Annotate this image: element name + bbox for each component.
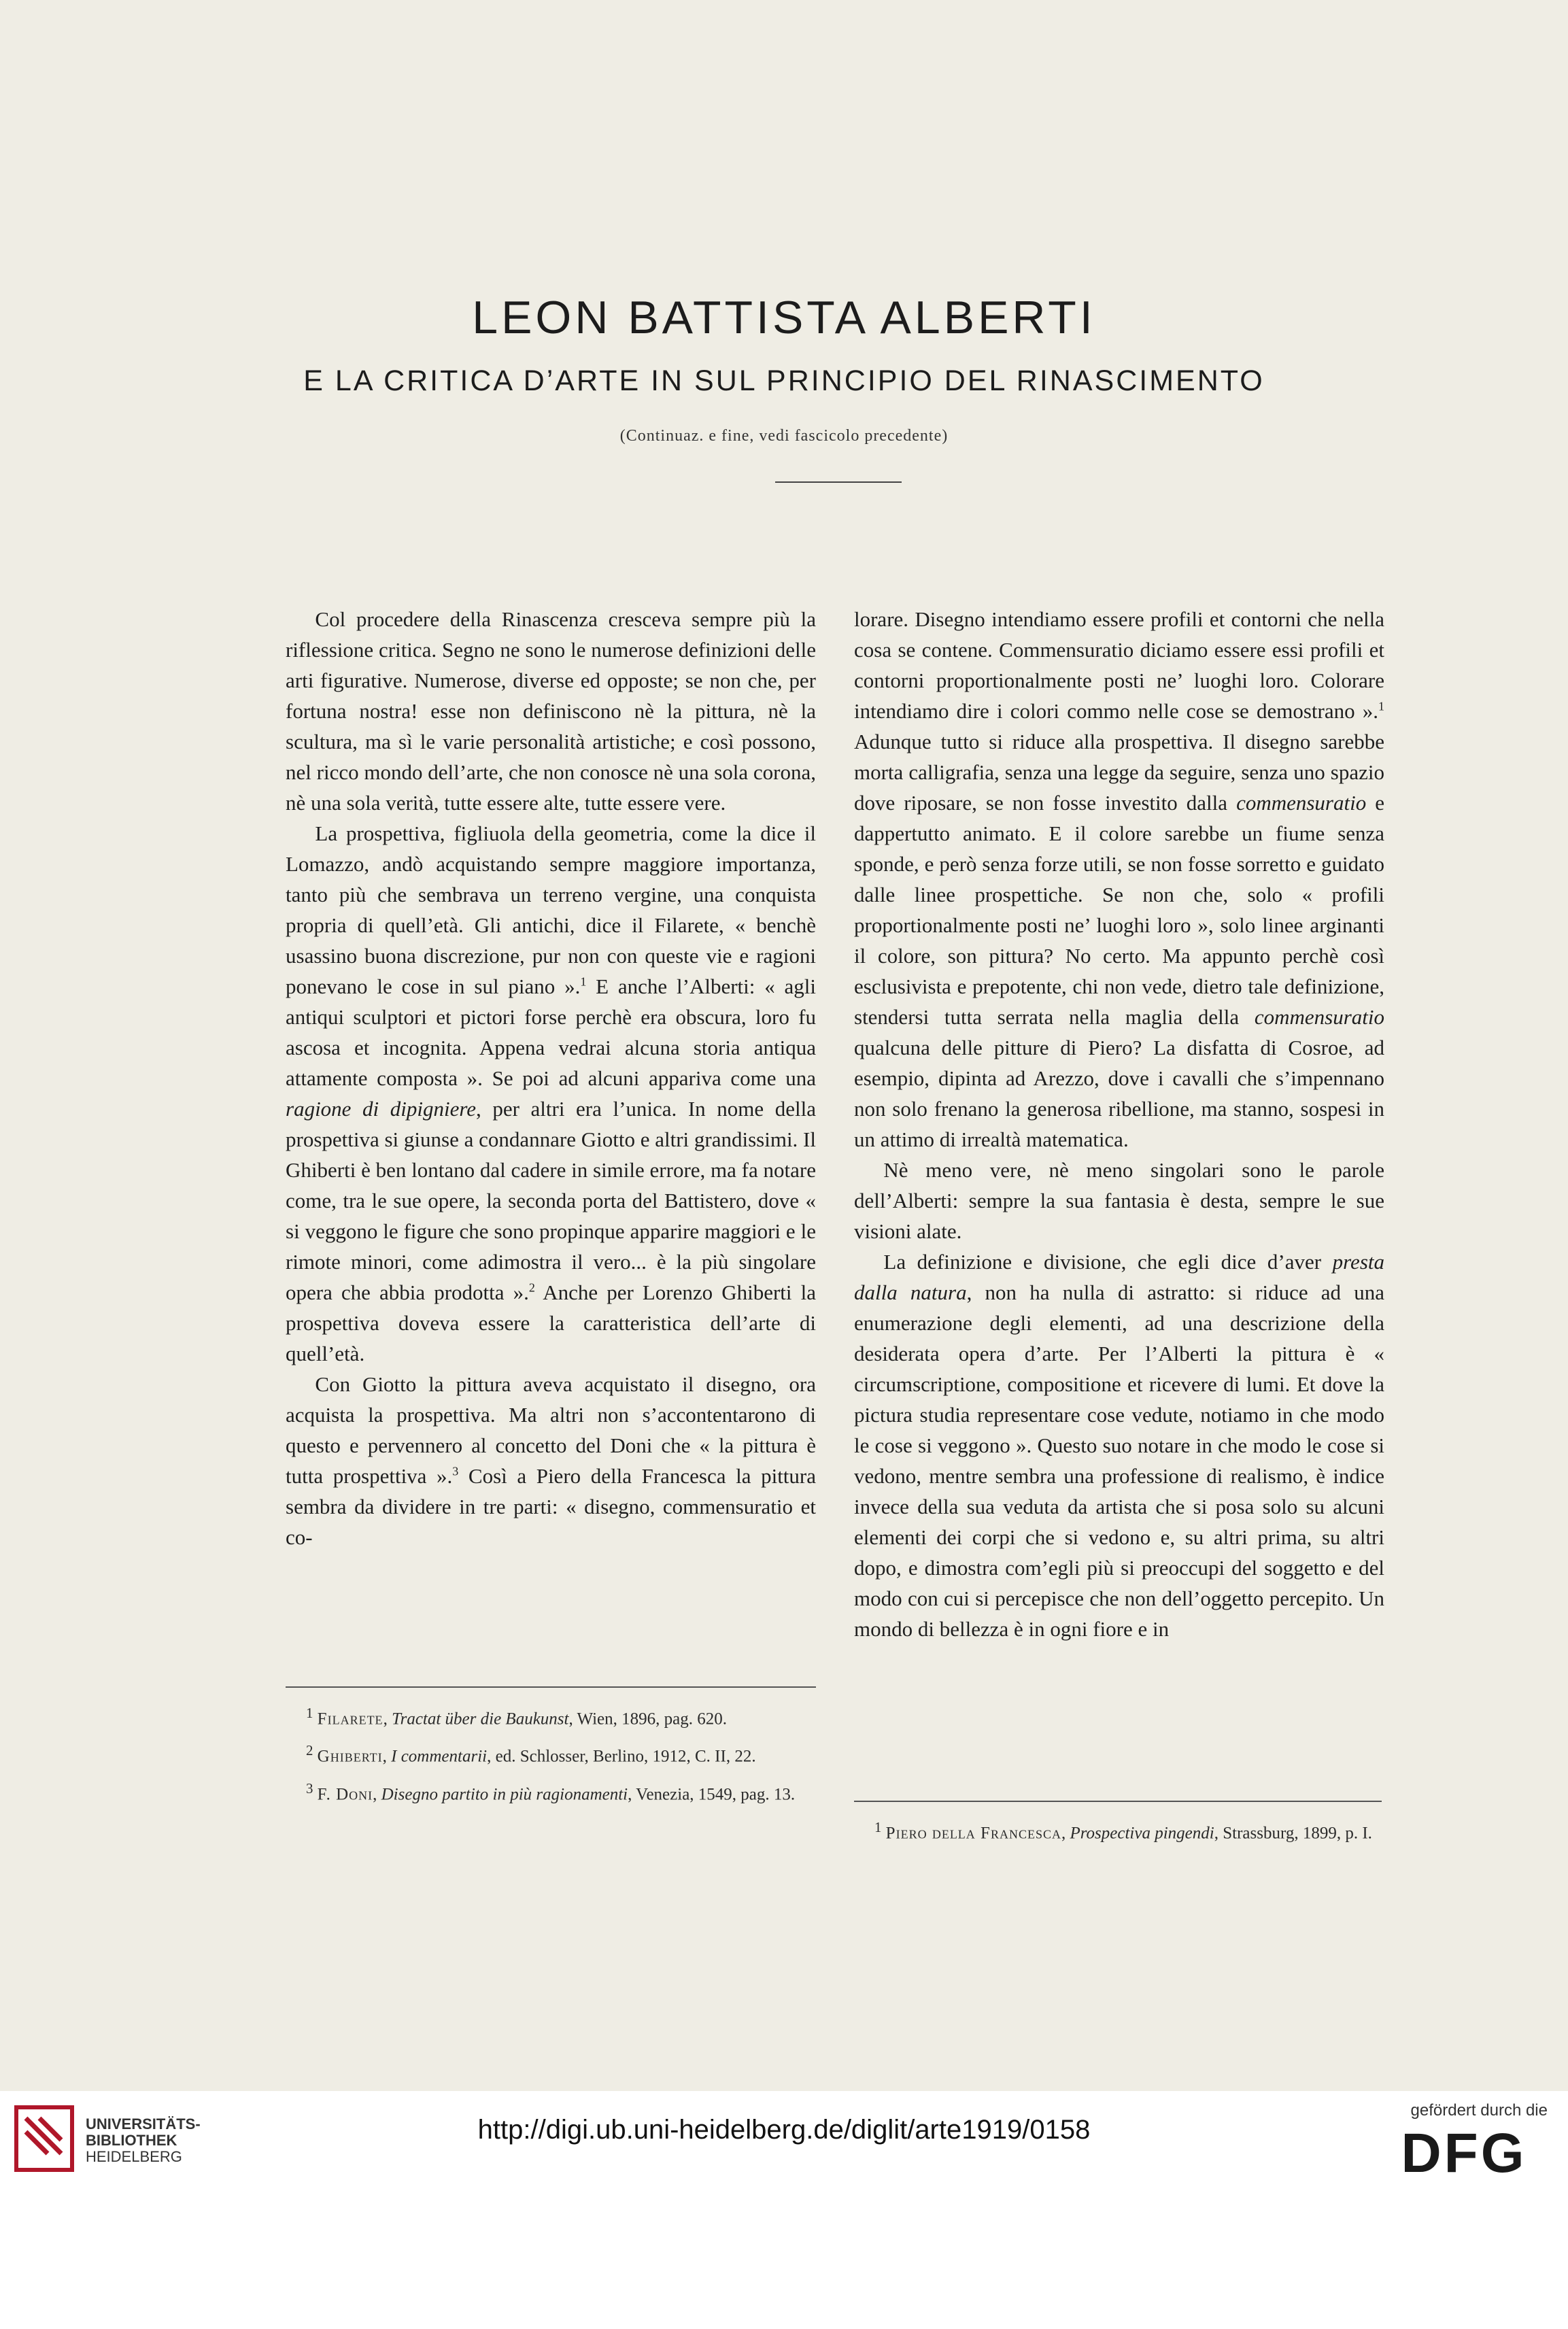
library-name[interactable]: UNIVERSITÄTS- BIBLIOTHEK HEIDELBERG	[86, 2115, 201, 2165]
footnote: $^3$ F. Doni, Disegno partito in più ragionamenti, Venezia, 1549, pag. 13.	[306, 1780, 796, 1803]
continuation-note: (Continuaz. e fine, vedi fascicolo precedente)	[619, 427, 949, 445]
right-text-column	[854, 604, 1384, 1644]
svg-text:DFG: DFG	[1401, 2127, 1527, 2177]
article-subtitle: E LA CRITICA D’ARTE IN SUL PRINCIPIO DEL RINASCIMENTO	[303, 364, 1265, 397]
footnote: $^2$ Ghiberti, I commentarii, ed. Schlosser, Berlino, 1912, C. II, 22.	[306, 1742, 756, 1766]
permalink-url[interactable]: http://digi.ub.uni-heidelberg.de/diglit/arte1919/0158	[477, 2115, 1091, 2145]
footnote: $^1$ Filarete, Tractat über die Baukunst, Wien, 1896, pag. 620.	[306, 1705, 728, 1729]
title-divider	[775, 481, 902, 483]
paragraph: La definizione e divisione, che egli dice d’aver presta dalla natura, non ha nulla di astratto: si riduce ad una enumerazione degli elementi, ad una descrizione della desiderata opera d’arte. Per l’Alberti la pittura è « circumscriptione, compositione et ricevere di lumi. Et dove la pictura studia representare cose vedute, notiamo in che modo le cose si veggono ». Questo suo notare in che modo le cose si vedono, mentre sembra una professione di realismo, è indice invece della sua veduta da artista che si posa solo su alcuni elementi dei corpi che si vedono e, su altri prima, su altri dopo, e dimostra com’egli più si preoccupi del soggetto e del modo con cui si percepisce che non dell’oggetto percepito. Un mondo di bellezza è in ogni fiore e in	[854, 1250, 1384, 1641]
footnotes-left	[286, 1700, 816, 1813]
footnote-ref: 2	[528, 1280, 535, 1295]
dfg-logo-icon[interactable]	[1379, 2127, 1549, 2177]
footnote-rule	[286, 1686, 816, 1688]
paragraph: Con Giotto la pittura aveva acquistato il disegno, ora acquista la prospettiva. Ma altri non s’accontentarono di questo e pervennero al concetto del Doni che « la pittura è tutta prospettiva ».$^3$ Così a Piero della Francesca la pittura sembra da dividere in tre parti: « disegno, commensuratio et co-	[286, 1372, 816, 1549]
paragraph: Col procedere della Rinascenza cresceva sempre più la riflessione critica. Segno ne sono le numerose definizioni delle arti figurative. Numerose, diverse ed opposte; se non che, per fortuna nostra! esse non definiscono nè la pittura, nè la scultura, ma sì le varie personalità artistiche; e così possono, nel ricco mondo dell’arte, che non conosce nè una sola corona, nè una sola verità, tutte essere alte, tutte essere vere.	[286, 607, 816, 815]
article-title: LEON BATTISTA ALBERTI	[472, 292, 1096, 343]
paragraph: lorare. Disegno intendiamo essere profili et contorni che nella cosa se contene. Commensuratio diciamo essere essi profili et contorni proportionalmente posti ne’ luoghi loro. Colorare intendiamo dire i colori commo nelle cose se demostrano ».$^1$ Adunque tutto si riduce alla prospettiva. Il disegno sarebbe morta calligrafia, senza una legge da seguire, senza uno spazio dove riposare, se non fosse investito dalla commensuratio e dappertutto animato. E il colore sarebbe un fiume senza sponde, e però senza forze utili, se non fosse sorretto e guidato dalle linee prospettiche. Se non che, solo « profili proportionalmente posti ne’ luoghi loro », solo linee arginanti il colore, son pittura? No certo. Ma appunto perchè così esclusivista e prepotente, chi non vede, dietro tale definizione, stendersi tutta serrata nella maglia della commensuratio qualcuna delle pitture di Piero? La disfatta di Cosroe, ad esempio, dipinta ad Arezzo, dove i cavalli che s’impennano non solo frenano la generosa ribellione, ma stanno, sospesi in un attimo di irrealtà matematica.	[854, 607, 1384, 1151]
left-text-column	[286, 604, 816, 1552]
footnote-ref: 1	[580, 974, 587, 989]
footnotes-right	[854, 1814, 1384, 1852]
footnote: $^1$ Piero della Francesca, Prospectiva pingendi, Strassburg, 1899, p. I.	[874, 1819, 1372, 1843]
footnote-rule	[854, 1801, 1382, 1802]
footnote-ref: 3	[452, 1464, 459, 1478]
paragraph: La prospettiva, figliuola della geometria, come la dice il Lomazzo, andò acquistando sempre maggiore importanza, tanto più che sembrava un terreno vergine, una conquista propria di quell’età. Gli antichi, dice il Filarete, « benchè usassino buona discrezione, pur non con queste vie e ragioni ponevano le cose in sul piano ».$^1$ E anche l’Alberti: « agli antiqui sculptori et pictori forse perchè era obscura, loro fu ascosa et incognita. Appena vedrai alcuna storia antiqua attamente composta ». Se poi ad alcuni appariva come una ragione di dipigniere, per altri era l’unica. In nome della prospettiva si giunse a condannare Giotto e altri grandissimi. Il Ghiberti è ben lontano dal cadere in simile errore, ma fa notare come, tra le sue opere, la seconda porta del Battistero, dove « si veggono le figure che sono propinque apparire maggiori e le rimote minori, come adimostra il vero... è la più singolare opera che abbia prodotta ».$^2$ Anche per Lorenzo Ghiberti la prospettiva doveva essere la caratteristica dell’arte di quell’età.	[286, 821, 816, 1365]
footnote-ref: 1	[1378, 699, 1384, 713]
funding-tagline: gefördert durch die	[1410, 2101, 1548, 2120]
paragraph: Nè meno vere, nè meno singolari sono le parole dell’Alberti: sempre la sua fantasia è desta, sempre le sue visioni alate.	[854, 1158, 1384, 1243]
